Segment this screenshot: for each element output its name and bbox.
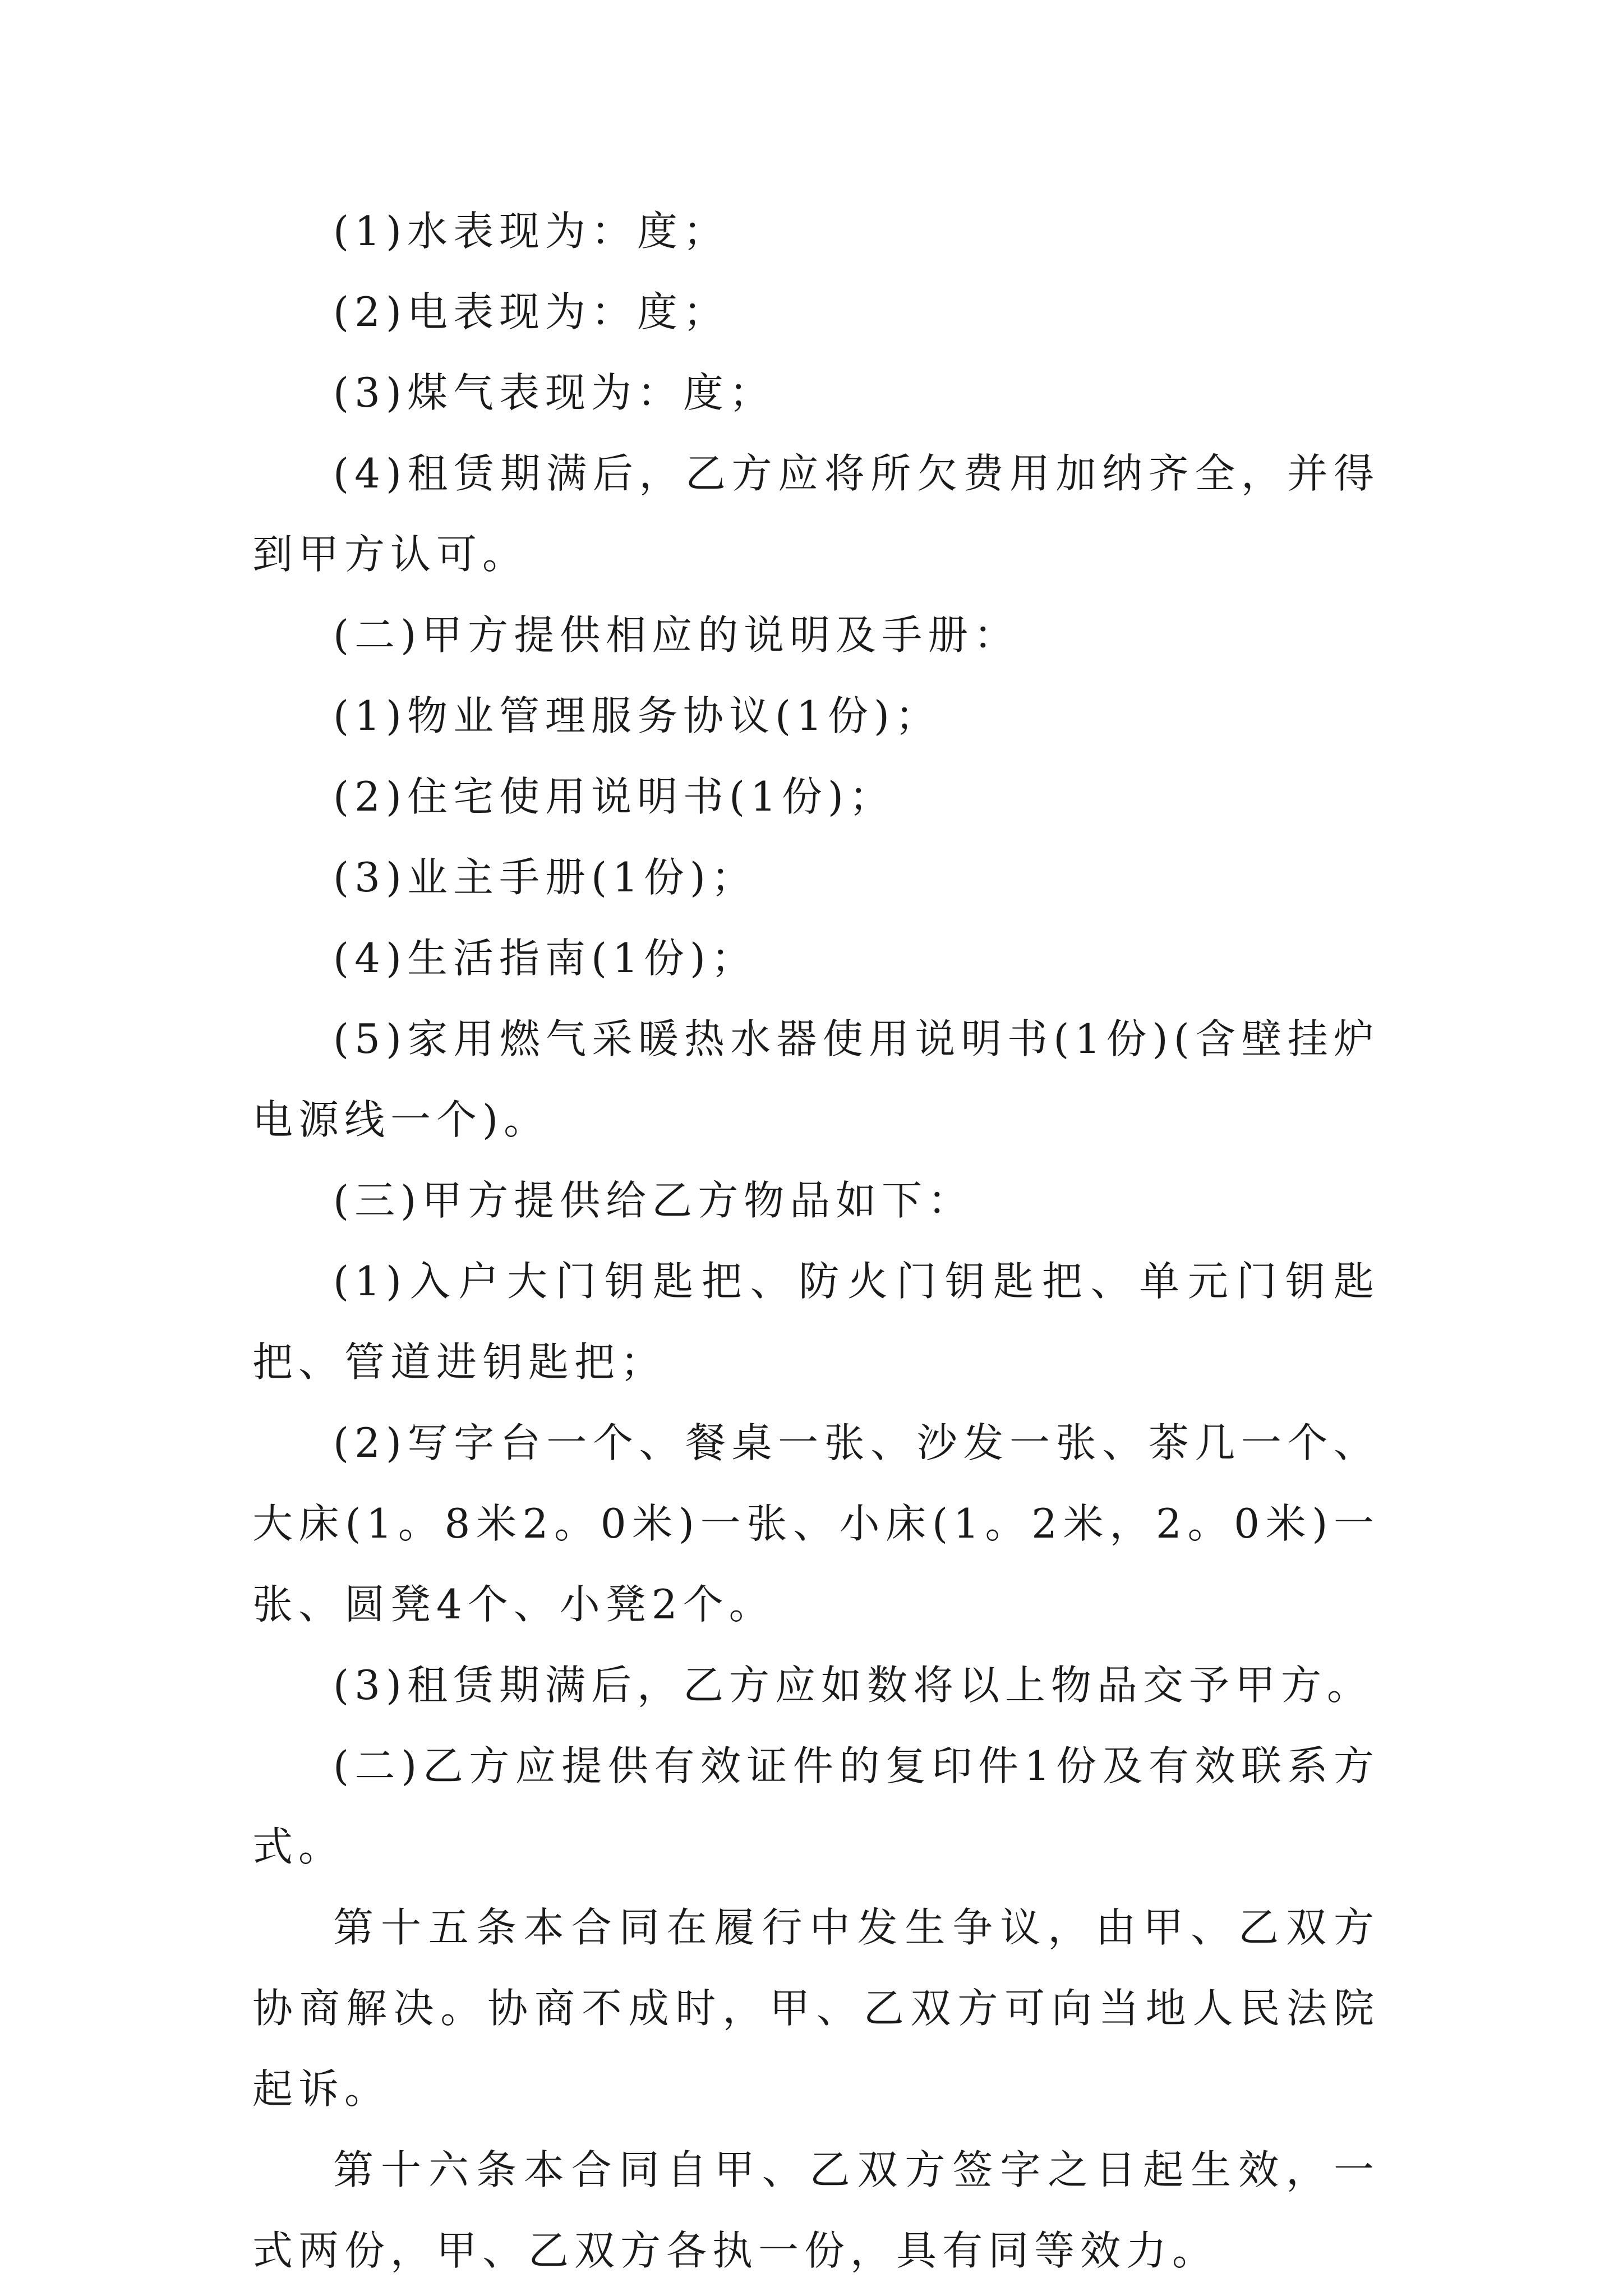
paragraph-heater-manual: (5)家用燃气采暖热水器使用说明书(1份)(含壁挂炉电源线一个)。 bbox=[252, 1015, 1380, 1143]
paragraph-return-items: (3)租赁期满后，乙方应如数将以上物品交予甲方。 bbox=[333, 1662, 1373, 1709]
paragraph-living-guide: (4)生活指南(1份)； bbox=[333, 935, 757, 982]
paragraph-water-meter: (1)水表现为：度； bbox=[333, 208, 729, 255]
paragraph-article-16: 第十六条本合同自甲、乙双方签字之日起生效，一式两份，甲、乙双方各执一份，具有同等效力。 bbox=[252, 2146, 1380, 2274]
paragraph-tenant-documents: (二)乙方应提供有效证件的复印件1份及有效联系方式。 bbox=[252, 1742, 1380, 1870]
paragraph-article-15: 第十五条本合同在履行中发生争议，由甲、乙双方协商解决。协商不成时，甲、乙双方可向当地人民法院起诉。 bbox=[252, 1904, 1380, 2113]
paragraph-keys: (1)入户大门钥匙把、防火门钥匙把、单元门钥匙把、管道进钥匙把； bbox=[252, 1258, 1380, 1386]
paragraph-items-heading: (三)甲方提供给乙方物品如下： bbox=[333, 1177, 974, 1224]
paragraph-gas-meter: (3)煤气表现为：度； bbox=[333, 369, 775, 416]
paragraph-furniture: (2)写字台一个、餐桌一张、沙发一张、茶几一个、大床(1。8米2。0米)一张、小床(1。2米，2。0米)一张、圆凳4个、小凳2个。 bbox=[252, 1419, 1380, 1628]
paragraph-property-agreement: (1)物业管理服务协议(1份)； bbox=[333, 692, 941, 739]
paragraph-manuals-heading: (二)甲方提供相应的说明及手册： bbox=[333, 611, 1020, 659]
paragraph-residence-manual: (2)住宅使用说明书(1份)； bbox=[333, 773, 895, 820]
paragraph-electric-meter: (2)电表现为：度； bbox=[333, 288, 729, 335]
paragraph-owner-handbook: (3)业主手册(1份)； bbox=[333, 854, 757, 901]
document-page bbox=[252, 191, 1380, 2291]
paragraph-lease-expiry-fees: (4)租赁期满后，乙方应将所欠费用加纳齐全，并得到甲方认可。 bbox=[252, 450, 1380, 578]
